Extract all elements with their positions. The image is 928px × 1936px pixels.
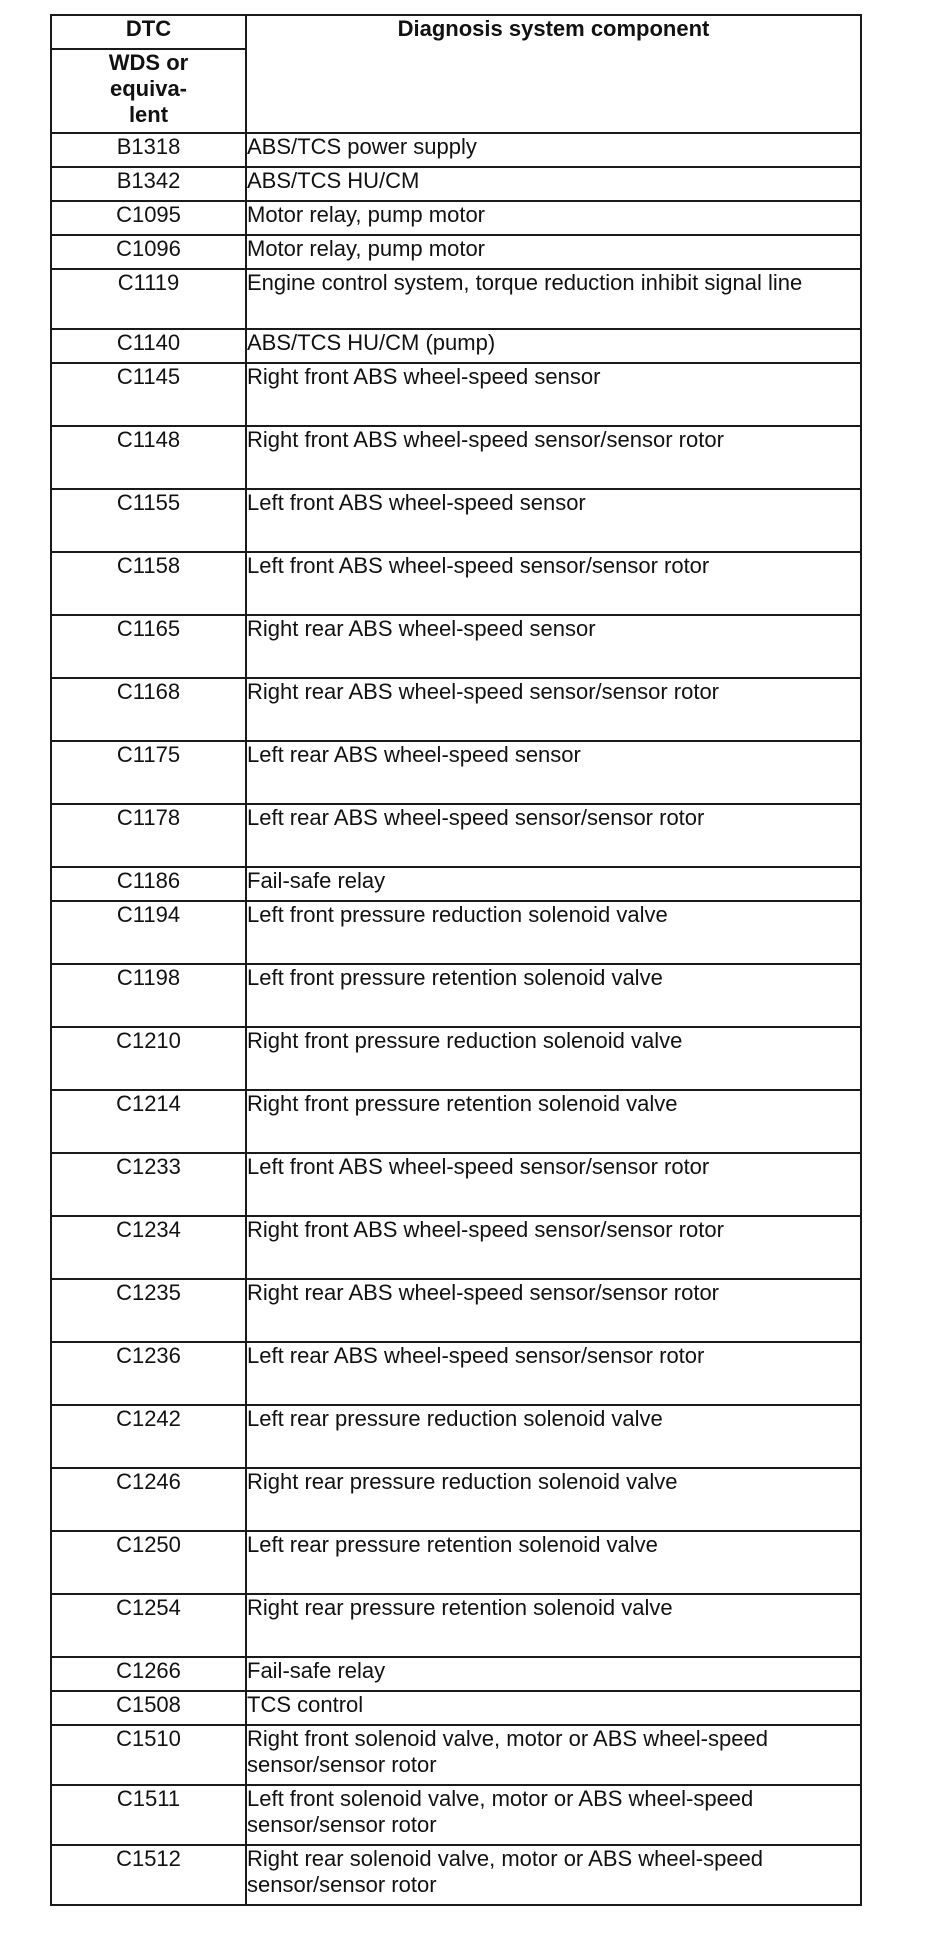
dtc-code-cell: C1186 — [51, 867, 246, 901]
dtc-table — [50, 14, 862, 1906]
dtc-code-cell: C1095 — [51, 201, 246, 235]
dtc-code-cell: B1342 — [51, 167, 246, 201]
table-row — [51, 741, 861, 804]
component-cell: Motor relay, pump motor — [246, 235, 861, 269]
component-cell: Right rear ABS wheel-speed sensor/sensor rotor — [246, 678, 861, 741]
component-cell: Fail-safe relay — [246, 1657, 861, 1691]
table-row — [51, 1342, 861, 1405]
dtc-code-cell: C1510 — [51, 1725, 246, 1785]
dtc-code-cell: C1140 — [51, 329, 246, 363]
table-row — [51, 167, 861, 201]
component-cell: ABS/TCS HU/CM — [246, 167, 861, 201]
component-cell: Right rear pressure reduction solenoid valve — [246, 1468, 861, 1531]
dtc-code-cell: C1512 — [51, 1845, 246, 1905]
table-row — [51, 363, 861, 426]
table-row — [51, 901, 861, 964]
table-row — [51, 1845, 861, 1905]
component-cell: ABS/TCS HU/CM (pump) — [246, 329, 861, 363]
dtc-code-cell: C1214 — [51, 1090, 246, 1153]
component-cell: Right front pressure retention solenoid valve — [246, 1090, 861, 1153]
component-cell: Right rear ABS wheel-speed sensor — [246, 615, 861, 678]
table-row — [51, 201, 861, 235]
component-cell: Left front ABS wheel-speed sensor — [246, 489, 861, 552]
dtc-code-cell: C1178 — [51, 804, 246, 867]
component-cell: Fail-safe relay — [246, 867, 861, 901]
header-wds-line: equiva- — [109, 76, 188, 101]
dtc-code-cell: C1155 — [51, 489, 246, 552]
header-wds-line: WDS or — [108, 50, 189, 75]
table-row — [51, 678, 861, 741]
dtc-code-cell: C1198 — [51, 964, 246, 1027]
table-row — [51, 269, 861, 329]
component-cell: Left front ABS wheel-speed sensor/sensor rotor — [246, 1153, 861, 1216]
table-row — [51, 867, 861, 901]
component-cell: Right front solenoid valve, motor or ABS wheel-speed sensor/sensor rotor — [246, 1725, 861, 1785]
table-row — [51, 615, 861, 678]
dtc-code-cell: C1234 — [51, 1216, 246, 1279]
component-cell: Left rear pressure retention solenoid valve — [246, 1531, 861, 1594]
dtc-code-cell: C1246 — [51, 1468, 246, 1531]
component-cell: Right rear ABS wheel-speed sensor/sensor rotor — [246, 1279, 861, 1342]
dtc-code-cell: C1145 — [51, 363, 246, 426]
component-cell: Left rear ABS wheel-speed sensor/sensor rotor — [246, 804, 861, 867]
table-row — [51, 1279, 861, 1342]
dtc-code-cell: C1210 — [51, 1027, 246, 1090]
table-row — [51, 1027, 861, 1090]
table-row — [51, 964, 861, 1027]
table-row — [51, 235, 861, 269]
table-body — [51, 133, 861, 1905]
table-row — [51, 1405, 861, 1468]
dtc-code-cell: C1233 — [51, 1153, 246, 1216]
dtc-code-cell: C1242 — [51, 1405, 246, 1468]
table-row — [51, 489, 861, 552]
component-cell: Left rear ABS wheel-speed sensor/sensor rotor — [246, 1342, 861, 1405]
table-row — [51, 1785, 861, 1845]
dtc-code-cell: C1266 — [51, 1657, 246, 1691]
component-cell: Right front ABS wheel-speed sensor — [246, 363, 861, 426]
dtc-code-cell: C1511 — [51, 1785, 246, 1845]
component-cell: Engine control system, torque reduction inhibit signal line — [246, 269, 861, 329]
dtc-code-cell: C1508 — [51, 1691, 246, 1725]
dtc-code-cell: C1250 — [51, 1531, 246, 1594]
component-cell: Left front pressure reduction solenoid valve — [246, 901, 861, 964]
component-cell: Left rear pressure reduction solenoid valve — [246, 1405, 861, 1468]
dtc-code-cell: C1148 — [51, 426, 246, 489]
dtc-code-cell: C1158 — [51, 552, 246, 615]
component-cell: Right rear pressure retention solenoid valve — [246, 1594, 861, 1657]
table-row — [51, 1657, 861, 1691]
dtc-code-cell: C1168 — [51, 678, 246, 741]
component-cell: Motor relay, pump motor — [246, 201, 861, 235]
component-cell: Left front pressure retention solenoid valve — [246, 964, 861, 1027]
table-row — [51, 1725, 861, 1785]
dtc-code-cell: C1236 — [51, 1342, 246, 1405]
component-cell: Right front ABS wheel-speed sensor/sensor rotor — [246, 1216, 861, 1279]
component-cell: Left rear ABS wheel-speed sensor — [246, 741, 861, 804]
component-cell: Left front ABS wheel-speed sensor/sensor rotor — [246, 552, 861, 615]
table-row — [51, 1216, 861, 1279]
dtc-code-cell: C1235 — [51, 1279, 246, 1342]
table-row — [51, 804, 861, 867]
table-row — [51, 1153, 861, 1216]
table-row — [51, 1691, 861, 1725]
dtc-code-cell: C1175 — [51, 741, 246, 804]
table-row — [51, 1594, 861, 1657]
header-wds — [51, 49, 246, 133]
component-cell: TCS control — [246, 1691, 861, 1725]
dtc-code-cell: C1096 — [51, 235, 246, 269]
header-component: Diagnosis system component — [246, 15, 861, 133]
dtc-code-cell: C1194 — [51, 901, 246, 964]
component-cell: Right rear solenoid valve, motor or ABS wheel-speed sensor/sensor rotor — [246, 1845, 861, 1905]
table-row — [51, 1468, 861, 1531]
dtc-table-page — [50, 14, 860, 1906]
component-cell: Left front solenoid valve, motor or ABS wheel-speed sensor/sensor rotor — [246, 1785, 861, 1845]
dtc-code-cell: B1318 — [51, 133, 246, 167]
dtc-code-cell: C1165 — [51, 615, 246, 678]
table-row — [51, 133, 861, 167]
header-wds-line: lent — [128, 102, 169, 127]
component-cell: Right front ABS wheel-speed sensor/sensor rotor — [246, 426, 861, 489]
table-row — [51, 426, 861, 489]
table-row — [51, 329, 861, 363]
component-cell: ABS/TCS power supply — [246, 133, 861, 167]
table-row — [51, 1090, 861, 1153]
dtc-code-cell: C1254 — [51, 1594, 246, 1657]
dtc-code-cell: C1119 — [51, 269, 246, 329]
component-cell: Right front pressure reduction solenoid valve — [246, 1027, 861, 1090]
table-header — [51, 15, 861, 133]
table-row — [51, 1531, 861, 1594]
table-row — [51, 552, 861, 615]
header-dtc: DTC — [51, 15, 246, 49]
